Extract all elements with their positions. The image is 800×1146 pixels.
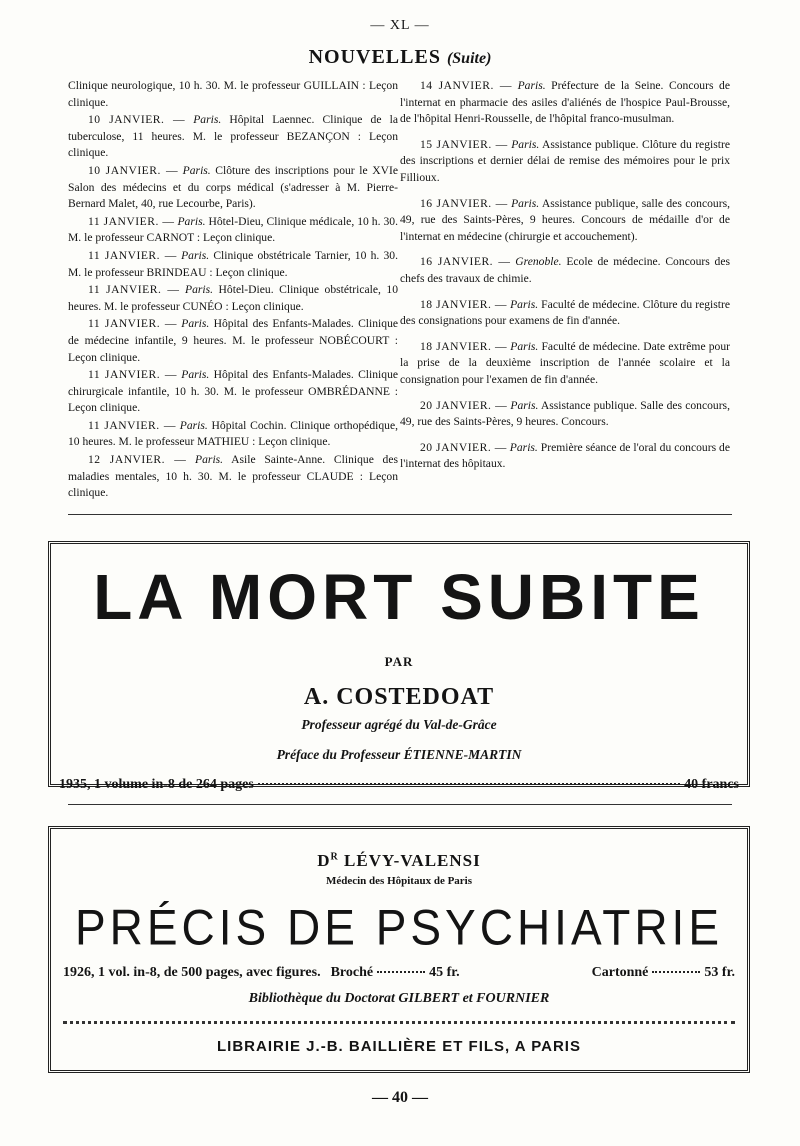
ad1-title: LA MORT SUBITE (93, 561, 705, 633)
news-entry (400, 440, 730, 473)
news-entry (68, 367, 398, 417)
news-entry (400, 297, 730, 330)
dot-leader (377, 971, 425, 973)
entry-text: Hôtel-Dieu, Clinique médicale, 10 h. 30. M. le professeur CARNOT : Leçon clinique. (68, 214, 398, 245)
entry-text: Assistance publique, salle des concours, 49, rue des Saints-Pères, 9 heures. Concours de médaille d'or de l'internat en médecine (chirurgie et accouchement). (400, 196, 730, 243)
entry-place: Paris. (511, 196, 540, 210)
ad2-cartonne-label: Cartonné (591, 965, 649, 980)
entry-text: Assistance publique. Clôture du registre des inscriptions et dernier délai de remise des mémoires pour le prix Fillioux. (400, 137, 730, 184)
news-entry (400, 137, 730, 187)
news-entry (68, 248, 398, 281)
ad1-preface: Préface du Professeur ÉTIENNE-MARTIN (276, 747, 522, 762)
ad1-price: 40 francs (684, 777, 739, 792)
ad2-author-name: LÉVY-VALENSI (344, 851, 481, 870)
section-title (0, 46, 800, 69)
ad2-dotted-divider (63, 1021, 735, 1024)
news-entry (68, 316, 398, 366)
ad2-collection: Bibliothèque du Doctorat GILBERT et FOURNIER (248, 991, 550, 1006)
section-divider (68, 804, 732, 805)
entry-place: Paris. (510, 339, 539, 353)
news-entry (68, 452, 398, 502)
entry-text: Ecole de médecine. Concours des chefs des travaux de chimie. (400, 255, 731, 285)
news-entry (68, 282, 398, 315)
entry-date: 15 JANVIER. — (420, 137, 508, 151)
entry-date: 11 JANVIER. — (88, 214, 175, 228)
ad2-cartonne-price: 53 fr. (704, 965, 735, 980)
entry-place: Paris. (185, 283, 214, 297)
entry-text: Assistance publique. Salle des concours, 49, rue des Saints-Pères, 9 heures. Concours. (400, 398, 730, 429)
entry-date: 11 JANVIER. — (88, 317, 177, 331)
entry-place: Paris. (517, 79, 546, 92)
entry-place: Paris. (181, 368, 210, 382)
news-entry (68, 163, 398, 213)
dot-leader (652, 971, 700, 973)
entry-text: Hôpital des Enfants-Malades. Clinique chirurgicale infantile, 10 h. 30. M. le professeur OMBRÉDANNE : Leçon clinique. (68, 368, 399, 415)
entry-text: Faculté de médecine. Date extrême pour la prise de la deuxième inscription de l'année scolaire et la consignation pour l'examen de fin d'année. (400, 339, 730, 386)
entry-place: Paris. (177, 214, 206, 228)
entry-date: 14 JANVIER. — (420, 79, 513, 92)
ad2-author-title: Médecin des Hôpitaux de Paris (325, 875, 473, 887)
entry-text: Hôpital Cochin. Clinique orthopédique, 10 heures. M. le professeur MATHIEU : Leçon clinique. (68, 418, 398, 449)
entry-place: Grenoble. (515, 255, 562, 269)
page-number: — 40 — (372, 1089, 428, 1106)
entry-text: Clinique obstétricale Tarnier, 10 h. 30. M. le professeur BRINDEAU : Leçon clinique. (68, 248, 398, 279)
entry-date: 10 JANVIER. — (88, 113, 186, 127)
entry-date: 11 JANVIER. — (88, 248, 177, 262)
entry-place: Paris. (509, 440, 538, 454)
entry-text: Première séance de l'oral du concours de l'internat des hôpitaux. (400, 440, 730, 471)
entry-text: Asile Sainte-Anne. Clinique des maladies mentales, 10 h. 30. M. le professeur CLAUDE : Leçon clinique. (68, 453, 398, 500)
entry-text: Préfecture de la Seine. Concours de l'internat en pharmacie des asiles d'aliénés de l'hospice Paul-Brousse, de l'hôpital Henri-Rousselle, de l'hôpital franco-musulman. (400, 79, 730, 126)
roman-page-number: — XL — (370, 18, 430, 33)
ad2-price-line (51, 965, 747, 981)
news-entry (68, 112, 398, 162)
ad1-author-title: Professeur agrégé du Val-de-Grâce (301, 717, 497, 732)
entry-place: Paris. (193, 113, 222, 127)
entry-text: Clinique neurologique, 10 h. 30. M. le professeur GUILLAIN : Leçon clinique. (68, 79, 398, 109)
entry-date: 16 JANVIER. — (420, 196, 508, 210)
news-entry (68, 214, 398, 247)
dot-leader (258, 783, 680, 785)
news-entry (400, 254, 730, 287)
news-entry (400, 339, 730, 389)
entry-place: Paris. (195, 453, 224, 467)
news-entry (400, 196, 730, 246)
entry-text: Clôture des inscriptions pour le XVIe Salon des médecins et du corps médical (s'adresser à M. Pierre-Bernard Malet, 40, rue Lecourbe, Paris). (68, 163, 398, 211)
news-entry (68, 78, 398, 111)
entry-text: Faculté de médecine. Clôture du registre des consignations pour examens de fin d'année. (400, 297, 730, 328)
ad2-title: PRÉCIS DE PSYCHIATRIE (74, 898, 724, 956)
section-divider (68, 514, 732, 515)
entry-date: 18 JANVIER. — (420, 339, 508, 353)
left-column (68, 78, 398, 502)
entry-date: 10 JANVIER. — (88, 163, 179, 177)
entry-date: 16 JANVIER. — (420, 255, 511, 269)
entry-date: 12 JANVIER. — (88, 453, 187, 467)
advertisement-precis-de-psychiatrie (48, 826, 750, 1073)
ad2-author-prefix: D (317, 851, 331, 870)
ad1-author: A. COSTEDOAT (303, 684, 495, 710)
ad2-broche-label: Broché (330, 965, 374, 980)
entry-date: 11 JANVIER. — (88, 368, 177, 382)
entry-text: Hôpital des Enfants-Malades. Clinique de médecine infantile, 9 heures. M. le professeur NOBÉCOURT : Leçon clinique. (68, 317, 399, 364)
ad1-par: PAR (384, 654, 414, 669)
news-entry (68, 418, 398, 451)
section-title-suffix: (Suite) (446, 50, 492, 67)
news-entry (400, 78, 730, 128)
ad2-broche-price: 45 fr. (429, 965, 460, 980)
entry-date: 20 JANVIER. — (420, 398, 508, 412)
entry-date: 18 JANVIER. — (420, 297, 508, 311)
ad2-author-sup: R (330, 851, 339, 863)
ad2-publisher: LIBRAIRIE J.-B. BAILLIÈRE ET FILS, A PARIS (217, 1038, 581, 1055)
entry-place: Paris. (511, 137, 540, 151)
ad1-price-line (51, 777, 747, 793)
entry-date: 20 JANVIER. — (420, 440, 507, 454)
ad1-details: 1935, 1 volume in-8 de 264 pages (59, 777, 254, 792)
ad2-details: 1926, 1 vol. in-8, de 500 pages, avec figures. (63, 965, 321, 980)
section-title-text: NOUVELLES (308, 46, 441, 68)
ad2-author (51, 851, 747, 871)
entry-date: 11 JANVIER. — (88, 283, 180, 297)
entry-place: Paris. (181, 317, 210, 331)
advertisement-la-mort-subite (48, 541, 750, 792)
news-entry (400, 398, 730, 431)
entry-text: Hôpital Laennec. Clinique de la tuberculose, 11 heures. M. le professeur BEZANÇON : Leçon clinique. (68, 113, 398, 160)
entry-date: 11 JANVIER. — (88, 418, 176, 432)
entry-text: Hôtel-Dieu. Clinique obstétricale, 10 heures. M. le professeur CUNÉO : Leçon clinique. (68, 283, 398, 313)
entry-place: Paris. (510, 398, 539, 412)
entry-place: Paris. (182, 163, 211, 177)
entry-place: Paris. (510, 297, 539, 311)
right-column (400, 78, 730, 473)
entry-place: Paris. (179, 418, 208, 432)
entry-place: Paris. (181, 248, 210, 262)
